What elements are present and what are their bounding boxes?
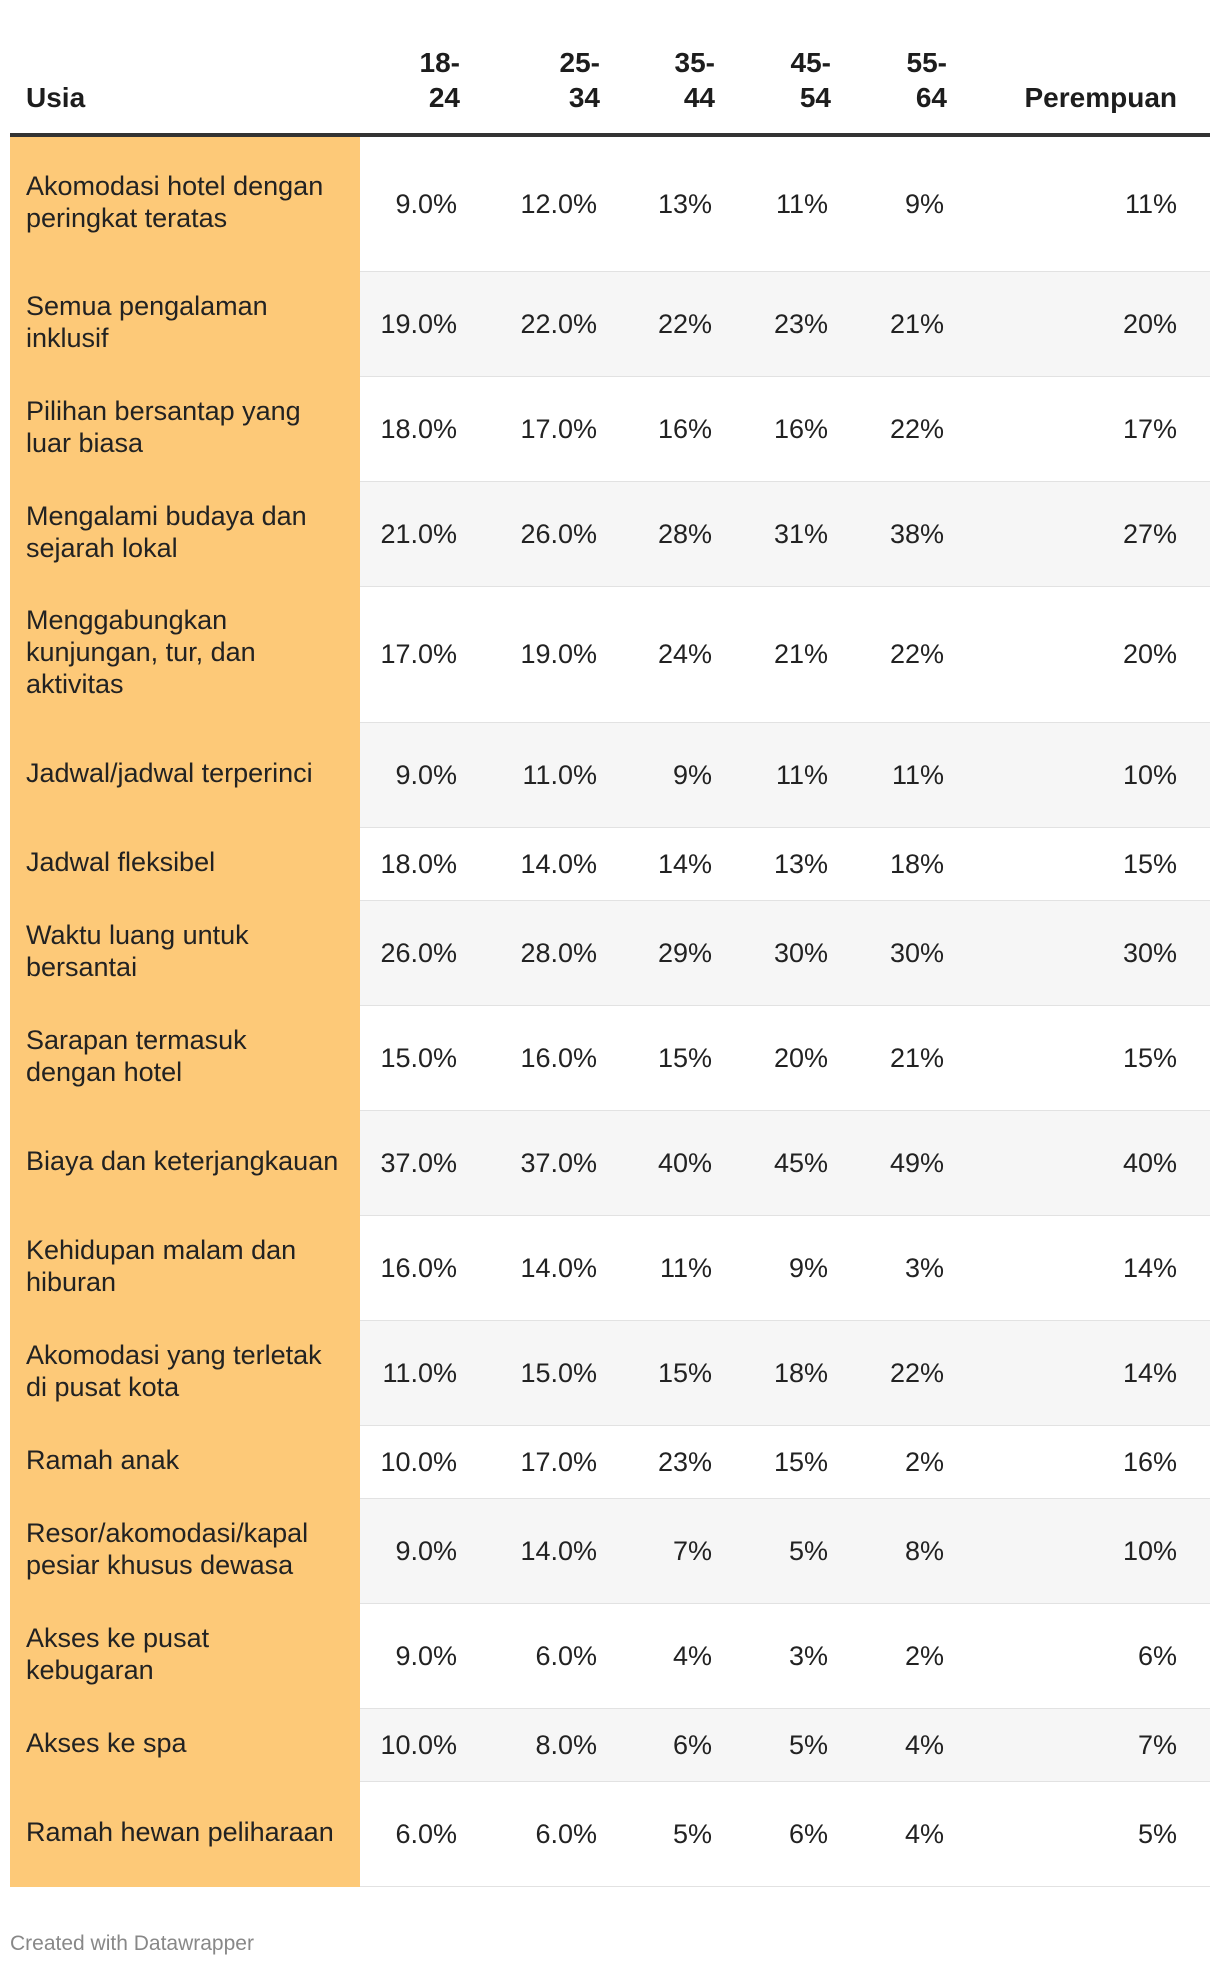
table-cell: 15% [630,1005,745,1110]
row-label: Semua pengalaman inklusif [10,271,360,376]
table-cell: 15% [630,1320,745,1425]
table-cell: 6.0% [490,1781,630,1886]
table-cell: 18.0% [360,376,490,481]
table-row [10,900,1210,1005]
table-cell: 2% [861,1425,977,1498]
credit-footer: Created with Datawrapper [10,1932,254,1955]
table-row [10,1320,1210,1425]
table-cell: 5% [745,1498,861,1603]
table-cell: 19.0% [490,586,630,722]
row-label: Resor/akomodasi/kapal pesiar khusus dewasa [10,1498,360,1603]
table-cell: 22% [630,271,745,376]
table-cell: 11.0% [360,1320,490,1425]
table-row [10,1603,1210,1708]
table-cell: 45% [745,1110,861,1215]
table-cell: 20% [977,586,1210,722]
table-cell: 3% [745,1603,861,1708]
column-header: Usia [10,40,360,135]
header-row [10,40,1210,135]
table-cell: 23% [745,271,861,376]
table-cell: 9% [630,722,745,827]
table-cell: 21% [861,271,977,376]
column-header: 55-64 [861,40,977,135]
table-cell: 14% [977,1215,1210,1320]
table-row [10,481,1210,586]
table-cell: 5% [745,1708,861,1781]
row-label: Kehidupan malam dan hiburan [10,1215,360,1320]
row-label: Biaya dan keterjangkauan [10,1110,360,1215]
table-cell: 17% [977,376,1210,481]
table-row [10,135,1210,271]
table-cell: 11% [745,135,861,271]
table-cell: 8.0% [490,1708,630,1781]
table-cell: 9.0% [360,1498,490,1603]
table-cell: 15% [745,1425,861,1498]
table-cell: 30% [861,900,977,1005]
table-row [10,376,1210,481]
table-cell: 22% [861,1320,977,1425]
table-cell: 29% [630,900,745,1005]
table-cell: 16.0% [490,1005,630,1110]
table-cell: 37.0% [490,1110,630,1215]
table-cell: 7% [630,1498,745,1603]
table-cell: 9% [861,135,977,271]
table-cell: 18% [745,1320,861,1425]
table-cell: 16% [630,376,745,481]
table-cell: 9.0% [360,722,490,827]
column-header: 18-24 [360,40,490,135]
table-cell: 10% [977,722,1210,827]
table-cell: 22% [861,376,977,481]
table-cell: 6.0% [360,1781,490,1886]
row-label: Waktu luang untuk bersantai [10,900,360,1005]
table-cell: 38% [861,481,977,586]
table-row [10,1425,1210,1498]
row-label: Jadwal/jadwal terperinci [10,722,360,827]
table-cell: 26.0% [360,900,490,1005]
table-cell: 24% [630,586,745,722]
table-cell: 14.0% [490,1215,630,1320]
table-cell: 10.0% [360,1425,490,1498]
table-cell: 9% [745,1215,861,1320]
column-header: 45-54 [745,40,861,135]
table-cell: 11% [745,722,861,827]
row-label: Pilihan bersantap yang luar biasa [10,376,360,481]
table-cell: 15% [977,1005,1210,1110]
table-cell: 15.0% [360,1005,490,1110]
column-header: 25-34 [490,40,630,135]
column-header: Perempuan [977,40,1210,135]
table-cell: 13% [745,827,861,900]
table-cell: 27% [977,481,1210,586]
table-cell: 10.0% [360,1708,490,1781]
row-label: Mengalami budaya dan sejarah lokal [10,481,360,586]
table-row [10,1708,1210,1781]
table-row [10,1781,1210,1886]
table-cell: 9.0% [360,135,490,271]
table-cell: 40% [977,1110,1210,1215]
table-cell: 37.0% [360,1110,490,1215]
table-cell: 28.0% [490,900,630,1005]
table-cell: 17.0% [490,1425,630,1498]
row-label: Akses ke spa [10,1708,360,1781]
table-cell: 4% [861,1708,977,1781]
table-cell: 15% [977,827,1210,900]
row-label: Ramah anak [10,1425,360,1498]
table-cell: 10% [977,1498,1210,1603]
table-cell: 22.0% [490,271,630,376]
table-cell: 8% [861,1498,977,1603]
table-cell: 17.0% [490,376,630,481]
table-cell: 6% [745,1781,861,1886]
table-cell: 16% [745,376,861,481]
table-cell: 14% [977,1320,1210,1425]
table-cell: 13% [630,135,745,271]
table-cell: 21% [861,1005,977,1110]
table-cell: 9.0% [360,1603,490,1708]
row-label: Akses ke pusat kebugaran [10,1603,360,1708]
row-label: Akomodasi hotel dengan peringkat teratas [10,135,360,271]
table-cell: 31% [745,481,861,586]
row-label: Ramah hewan peliharaan [10,1781,360,1886]
table-cell: 40% [630,1110,745,1215]
table-cell: 49% [861,1110,977,1215]
table-row [10,827,1210,900]
data-table [10,40,1210,1887]
table-row [10,1498,1210,1603]
table-cell: 19.0% [360,271,490,376]
table-cell: 6% [977,1603,1210,1708]
table-row [10,1005,1210,1110]
row-label: Menggabungkan kunjungan, tur, dan aktivitas [10,586,360,722]
column-header: 35-44 [630,40,745,135]
table-row [10,1215,1210,1320]
table-cell: 3% [861,1215,977,1320]
table-cell: 16.0% [360,1215,490,1320]
table-cell: 15.0% [490,1320,630,1425]
table-cell: 14.0% [490,827,630,900]
table-cell: 30% [745,900,861,1005]
table-cell: 26.0% [490,481,630,586]
table-cell: 20% [745,1005,861,1110]
row-label: Jadwal fleksibel [10,827,360,900]
table-cell: 6% [630,1708,745,1781]
table-cell: 11% [861,722,977,827]
table-cell: 14% [630,827,745,900]
table-cell: 11.0% [490,722,630,827]
table-cell: 17.0% [360,586,490,722]
table-cell: 30% [977,900,1210,1005]
table-cell: 23% [630,1425,745,1498]
table-cell: 20% [977,271,1210,376]
table-cell: 28% [630,481,745,586]
table-cell: 5% [977,1781,1210,1886]
row-label: Sarapan termasuk dengan hotel [10,1005,360,1110]
table-row [10,271,1210,376]
table-cell: 21.0% [360,481,490,586]
table-cell: 2% [861,1603,977,1708]
table-cell: 16% [977,1425,1210,1498]
table-cell: 18.0% [360,827,490,900]
table-cell: 14.0% [490,1498,630,1603]
table-row [10,1110,1210,1215]
table-cell: 4% [630,1603,745,1708]
table-cell: 5% [630,1781,745,1886]
row-label: Akomodasi yang terletak di pusat kota [10,1320,360,1425]
table-row [10,586,1210,722]
table-cell: 22% [861,586,977,722]
table-cell: 11% [630,1215,745,1320]
table-cell: 7% [977,1708,1210,1781]
table-cell: 18% [861,827,977,900]
table-cell: 6.0% [490,1603,630,1708]
table-cell: 11% [977,135,1210,271]
table-row [10,722,1210,827]
table-cell: 21% [745,586,861,722]
table-cell: 4% [861,1781,977,1886]
table-cell: 12.0% [490,135,630,271]
